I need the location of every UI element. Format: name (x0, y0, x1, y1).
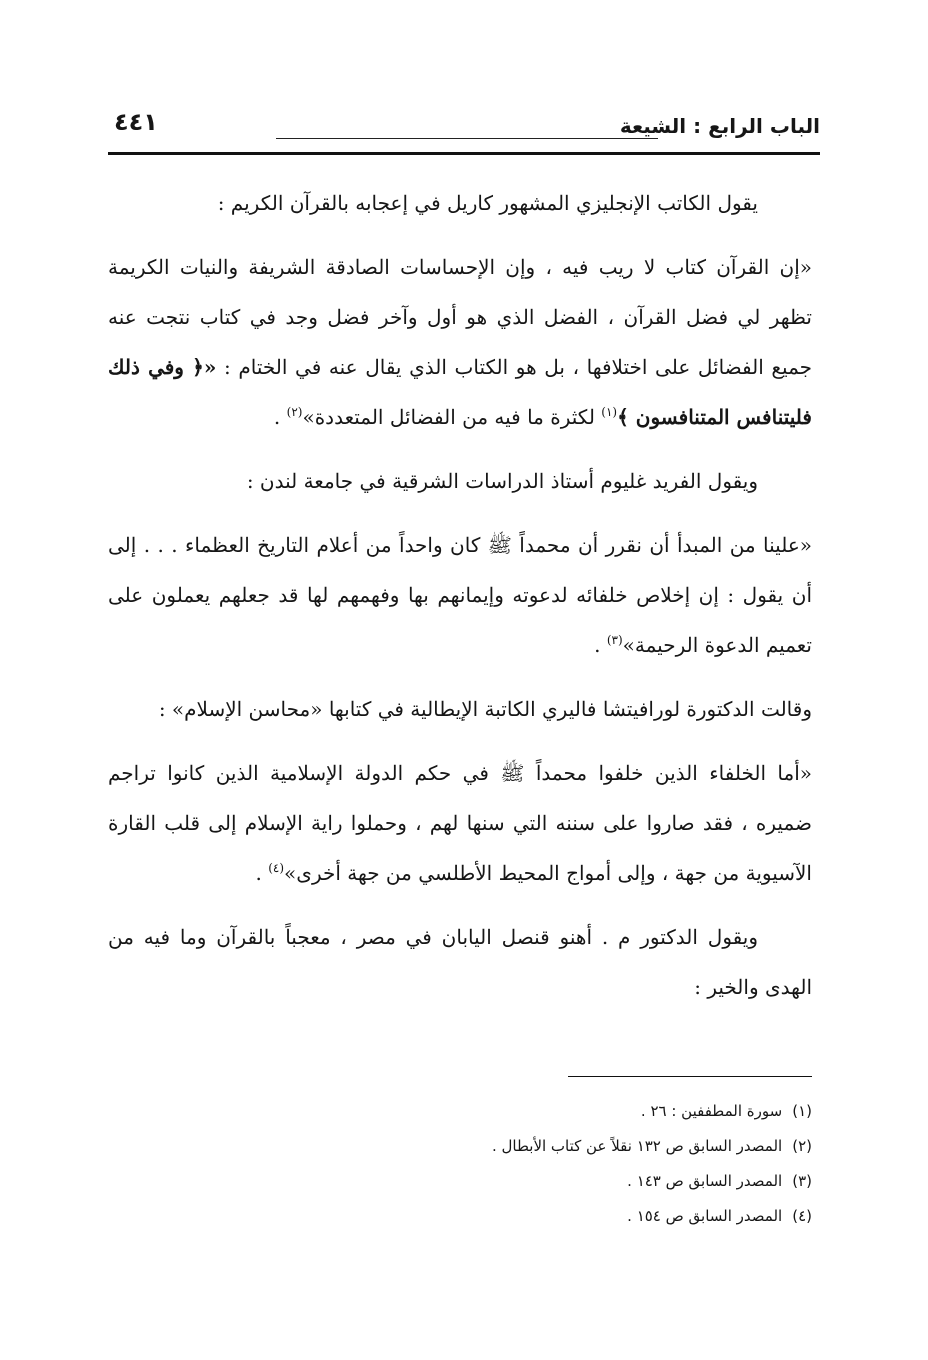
footnote-text: المصدر السابق ص ١٤٣ . (627, 1172, 783, 1190)
footnote (108, 1129, 812, 1164)
text-run: لكثرة ما فيه من الفضائل المتعددة» (302, 405, 602, 429)
page-header (108, 108, 820, 154)
text-run: . (273, 405, 287, 429)
header-rule (108, 152, 820, 155)
main-text (108, 178, 812, 1012)
footnote-marker: (٢) (286, 405, 303, 419)
footnote-marker: (٣) (606, 633, 623, 647)
running-title: الباب الرابع : الشيعة (619, 114, 820, 138)
footnote (108, 1164, 812, 1199)
footnote-number: (١) (792, 1102, 812, 1120)
paragraph (108, 520, 812, 670)
text-run: ويقول الفريد غليوم أستاذ الدراسات الشرقية في جامعة لندن : (246, 469, 758, 493)
paragraph (108, 242, 812, 442)
text-run: «إن القرآن كتاب لا ريب فيه ، وإن الإحساسات الصادقة الشريفة والنيات الكريمة تظهر لي فضل القرآن ، الفضل الذي هو أول وآخر فضل وجد في كتاب نتجت عنه جميع الفضائل على اختلافها ، بل هو الكتاب الذي يقال عنه في الختام : (108, 255, 813, 379)
paragraph (108, 912, 812, 1012)
footnote (108, 1199, 812, 1234)
text-run: وقالت الدكتورة لورافيتشا فاليري الكاتبة الإيطالية في كتابها «محاسن الإسلام» : (158, 697, 812, 721)
footnotes (108, 1094, 812, 1234)
text-run: ويقول الدكتور م . أهنو قنصل اليابان في مصر ، معجباً بالقرآن وما فيه من الهدى والخير : (108, 925, 812, 999)
text-run: . (594, 633, 607, 657)
footnote-separator (568, 1076, 812, 1077)
text-run: «أما الخلفاء الذين خلفوا محمداً ﷺ في حكم الدولة الإسلامية الذين كانوا تراجم ضميره ، فقد صاروا على سننه التي سنها لهم ، وحملوا راية الإسلام إلى قلب القارة الآسيوية من جهة ، وإلى أمواج المحيط الأطلسي من جهة أخرى» (108, 761, 812, 885)
paragraph (108, 748, 812, 898)
text-run: يقول الكاتب الإنجليزي المشهور كاريل في إعجابه بالقرآن الكريم : (217, 191, 758, 215)
footnote-number: (٢) (792, 1137, 812, 1155)
paragraph (108, 178, 812, 228)
footnote-text: المصدر السابق ص ١٣٢ نقلاً عن كتاب الأبطال . (491, 1137, 783, 1155)
footnote-marker: (٤) (268, 861, 285, 875)
paragraph (108, 456, 812, 506)
quran-verse: «﴿ وفي ذلك فليتنافس المتنافسون ﴾ (108, 355, 812, 429)
footnote-text: المصدر السابق ص ١٥٤ . (627, 1207, 783, 1225)
text-run: . (255, 861, 269, 885)
header-dash-line (276, 138, 658, 139)
footnote-number: (٣) (792, 1172, 812, 1190)
footnote-marker: (١) (601, 405, 618, 419)
footnote (108, 1094, 812, 1129)
footnote-number: (٤) (792, 1207, 812, 1225)
page-number: ٤٤١ (114, 108, 158, 136)
footnote-text: سورة المطففين : ٢٦ . (640, 1102, 783, 1120)
paragraph (108, 684, 812, 734)
text-run: «علينا من المبدأ أن نقرر أن محمداً ﷺ كان واحداً من أعلام التاريخ العظماء . . . إلى أن يقول : إن إخلاص خلفائه لدعوته وإيمانهم بها وفهمهم لها قد جعلهم يعملون على تعميم الدعوة الرحيمة» (108, 533, 812, 657)
